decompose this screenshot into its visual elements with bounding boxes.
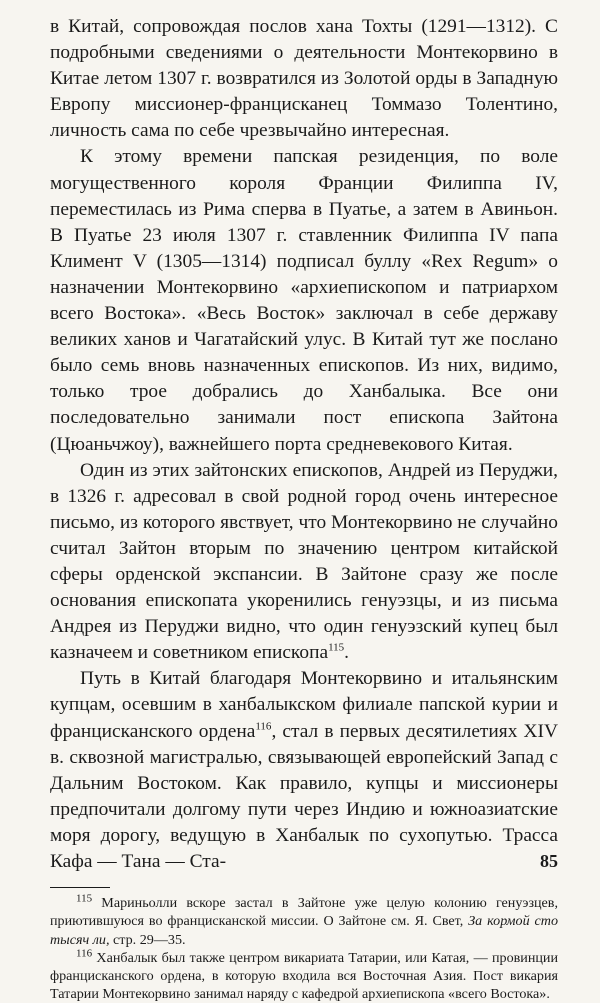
paragraph-1: в Китай, сопровождая послов хана Тохты (1291—1312). С подробными сведениями о деятельности Монтекорвино в Китае летом 1307 г. возвратился из Золотой орды в Западную Европу миссионер-францисканец Томмазо Толентино, личность сама по себе чрезвычайно интересная. <box>50 16 558 142</box>
footnote-116 <box>50 949 558 1003</box>
footnote-115-book-title: За кормой сто тысяч ли, <box>50 913 558 948</box>
footnote-115 <box>50 894 558 949</box>
paragraph-4-text-b: , стал в первых десятилетиях XIV в. сквозной магистралью, связывающей европейский Запад с Дальним Востоком. Как правило, купцы и миссионеры предпочитали долгому пути через Индию и южноазиатские моря дорогу, ведущую в Ханбалык по сухопутью. Трасса Кафа — Тана — Ста- <box>50 720 558 872</box>
footnote-115-text: Мариньолли вскоре застал в Зайтоне уже целую колонию генуэзцев, приютившуюся во францисканской миссии. О Зайтоне см. Я. Свет, <box>50 895 558 930</box>
paragraph-3-text: Один из этих зайтонских епископов, Андрей из Перуджи, в 1326 г. адресовал в свой родной город очень интересное письмо, из которого явствует, что Монтекорвино не случайно считал Зайтон вторым по значению центром китайской сферы орденской экспансии. В Зайтоне сразу же после основания епископата укоренились генуэзцы, и из письма Андрея из Перуджи видно, что один генуэзский купец был казначеем и советником епископа <box>50 459 558 664</box>
footnote-116-text: Ханбалык был также центром викариата Татарии, или Катая, — провинции францисканского ордена, в которую входила вся Восточная Азия. Пост викария Татарии Монтекорвино занимал наряду с кафедрой архиепископа «всего Востока». <box>50 949 558 1003</box>
paragraph-3 <box>50 458 558 667</box>
paragraph-2: К этому времени папская резиденция, по воле могущественного короля Франции Филиппа IV, переместилась из Рима сперва в Пуатье, а затем в Авиньон. В Пуатье 23 июля 1307 г. ставленник Филиппа IV папа Климент V (1305—1314) подписал буллу «Rex Regum» о назначении Монтекорвино «архиепископом и патриархом всего Востока». «Весь Восток» заключал в себе державу великих ханов и Чагатайский улус. В Китай тут же послано было семь вновь назначенных епископов. Из них, видимо, только трое добрались до Ханбалыка. Все они последовательно занимали пост епископа Зайтона (Цюаньчжоу), важнейшего порта средневекового Китая. <box>50 146 558 455</box>
footnote-divider <box>50 887 110 888</box>
footnote-ref-116[interactable]: 116 <box>255 720 272 733</box>
page-body <box>50 14 558 1003</box>
footnote-ref-115[interactable]: 115 <box>328 641 345 654</box>
paragraph-4-text-a: Путь в Китай благодаря Монтекорвино и итальянским купцам, осевшим в ханбалыкском филиале папской курии и францисканского ордена <box>50 668 558 742</box>
paragraph-4 <box>50 666 558 875</box>
footnote-115-pages: стр. 29—35. <box>113 931 186 948</box>
paragraph-3-period: . <box>344 642 350 664</box>
page-number: 85 <box>540 851 558 871</box>
footnote-116-number: 116 <box>76 947 93 960</box>
footnote-115-number: 115 <box>76 892 93 905</box>
